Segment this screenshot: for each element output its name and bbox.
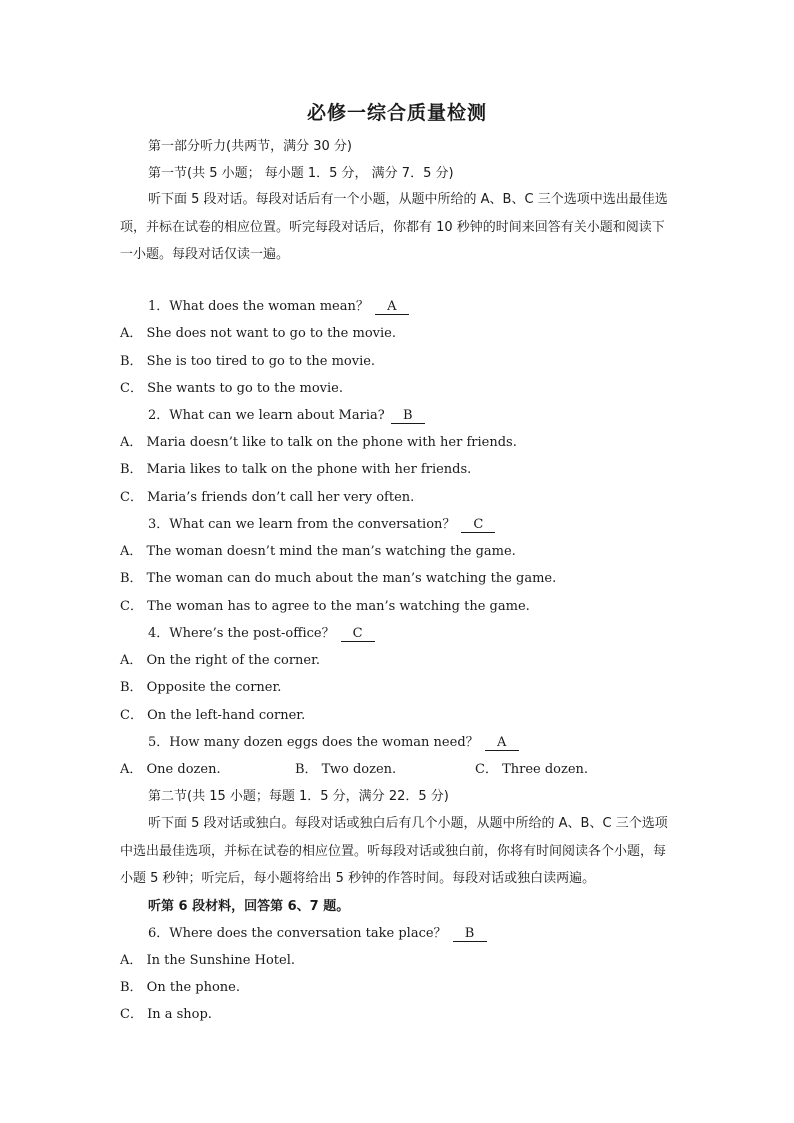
option: C． Three dozen. [475,762,589,777]
option: A． Maria doesn’t like to talk on the phone with her friends. [120,435,517,450]
question-text: 2．What can we learn about Maria? [148,408,385,423]
question-2 [148,406,708,426]
question-3 [148,515,708,535]
option: A． In the Sunshine Hotel. [120,953,296,968]
question-text: 1．What does the woman mean？ [148,299,369,314]
option: B． Opposite the corner. [120,680,282,695]
option: C． Maria’s friends don’t call her very often. [120,490,415,505]
section1-instructions: 听下面 5 段对话。每段对话后有一个小题，从题中所给的 A、B、C 三个选项中选出最佳选项，并标在试卷的相应位置。听完每段对话后，你都有 10 秒钟的时间来回答有关小题和阅读下一小题。每段对话仅读一遍。 [120,192,668,262]
option: B． Two dozen. [295,762,397,777]
option: C． She wants to go to the movie. [120,381,344,396]
option: A． She does not want to go to the movie. [120,326,396,341]
question-1 [148,297,708,317]
material6-heading: 听第 6 段材料，回答第 6、7 题。 [148,899,350,914]
question-5 [148,733,708,753]
option: A． One dozen. [120,762,221,777]
option: B． On the phone. [120,980,240,995]
question-4 [148,624,708,644]
answer-blank: A [375,299,409,315]
option-row [120,760,680,780]
answer-blank: C [461,517,495,533]
option: C． On the left-hand corner. [120,708,306,723]
question-6 [148,924,708,944]
question-text: 3．What can we learn from the conversation？ [148,517,456,532]
option: A． The woman doesn’t mind the man’s watching the game. [120,544,516,559]
part1-heading: 第一部分听力(共两节，满分 30 分) [148,139,352,154]
page-title: 必修一综合质量检测 [306,102,487,124]
answer-blank: A [485,735,519,751]
question-text: 4．Where’s the post-office？ [148,626,335,641]
question-text: 6．Where does the conversation take place？ [148,926,447,941]
section1-heading: 第一节(共 5 小题； 每小题 1．5 分， 满分 7．5 分) [148,166,454,181]
answer-blank: C [341,626,375,642]
section2-instructions: 听下面 5 段对话或独白。每段对话或独白后有几个小题，从题中所给的 A、B、C 三个选项中选出最佳选项，并标在试卷的相应位置。听每段对话或独白前，你将有时间阅读各个小题，每小题 5 秒钟；听完后，每小题将给出 5 秒钟的作答时间。每段对话或独白读两遍。 [120,816,668,886]
answer-blank: B [453,926,487,942]
answer-blank: B [391,408,425,424]
section2-heading: 第二节(共 15 小题；每题 1．5 分，满分 22．5 分) [148,789,449,804]
option: B． The woman can do much about the man’s watching the game. [120,571,557,586]
option: B． Maria likes to talk on the phone with her friends. [120,462,472,477]
option: C． The woman has to agree to the man’s watching the game. [120,599,530,614]
question-text: 5．How many dozen eggs does the woman need？ [148,735,479,750]
option: B． She is too tired to go to the movie. [120,354,376,369]
option: A． On the right of the corner. [120,653,321,668]
option: C． In a shop. [120,1007,212,1022]
